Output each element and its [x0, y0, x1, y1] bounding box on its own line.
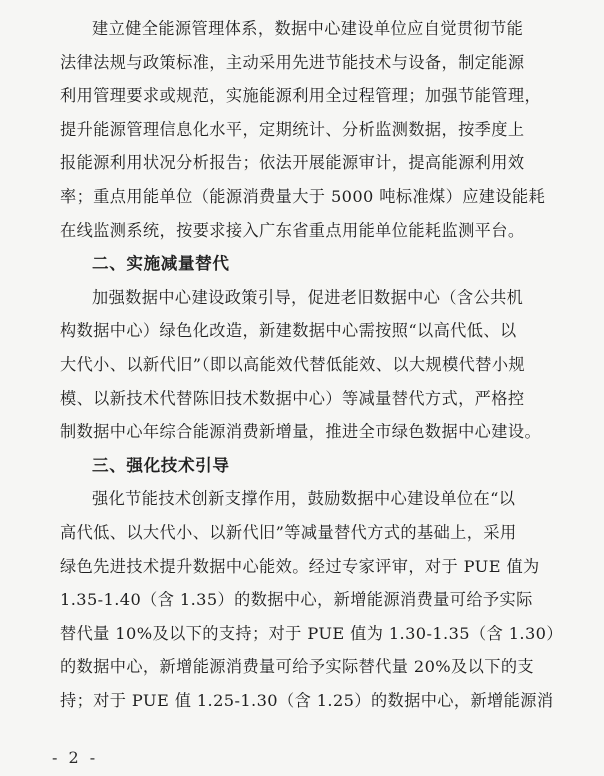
text-line: 高代低、以大代小、以新代旧”等减量替代方式的基础上，采用 — [60, 522, 517, 542]
section-heading-technology: 三、强化技术引导 — [92, 455, 230, 475]
text-line: 1.35-1.40（含 1.35）的数据中心，新增能源消费量可给予实际 — [60, 590, 533, 610]
paragraph-reduction-replacement — [60, 281, 546, 449]
text-line: 在线监测系统，按要求接入广东省重点用能单位能耗监测平台。 — [60, 220, 525, 240]
section-heading-reduction: 二、实施减量替代 — [92, 254, 230, 274]
text-line: 加强数据中心建设政策引导，促进老旧数据中心（含公共机 — [92, 287, 524, 307]
text-line: 强化节能技术创新支撑作用，鼓励数据中心建设单位在“以 — [92, 489, 516, 509]
text-line: 绿色先进技术提升数据中心能效。经过专家评审，对于 PUE 值为 — [60, 556, 540, 576]
document-body — [60, 12, 563, 717]
page-number: - 2 - — [52, 748, 99, 767]
text-line: 率；重点用能单位（能源消费量大于 5000 吨标准煤）应建设能耗 — [60, 186, 546, 206]
paragraph-technology-guidance — [60, 482, 563, 717]
text-line: 建立健全能源管理体系，数据中心建设单位应自觉贯彻节能 — [92, 19, 524, 38]
text-line: 法律法规与政策标准，主动采用先进节能技术与设备，制定能源 — [60, 52, 525, 72]
text-line: 制数据中心年综合能源消费新增量，推进全市绿色数据中心建设。 — [60, 422, 542, 442]
text-line: 提升能源管理信息化水平，定期统计、分析监测数据，按季度上 — [60, 119, 525, 139]
text-line: 报能源利用状况分析报告；依法开展能源审计，提高能源利用效 — [60, 153, 525, 173]
text-line: 利用管理要求或规范，实施能源利用全过程管理；加强节能管理， — [60, 86, 542, 106]
text-line: 持；对于 PUE 值 1.25-1.30（含 1.25）的数据中心，新增能源消 — [60, 690, 554, 710]
text-line: 替代量 10%及以下的支持；对于 PUE 值为 1.30-1.35（含 1.30） — [60, 623, 563, 643]
text-line: 大代小、以新代旧”（即以高能效代替低能效、以大规模代替小规 — [60, 354, 526, 374]
paragraph-energy-management — [60, 12, 546, 247]
text-line: 构数据中心）绿色化改造，新建数据中心需按照“以高代低、以 — [60, 321, 517, 341]
text-line: 模、以新技术代替陈旧技术数据中心）等减量替代方式，严格控 — [60, 388, 525, 408]
text-line: 的数据中心，新增能源消费量可给予实际替代量 20%及以下的支 — [60, 657, 534, 677]
